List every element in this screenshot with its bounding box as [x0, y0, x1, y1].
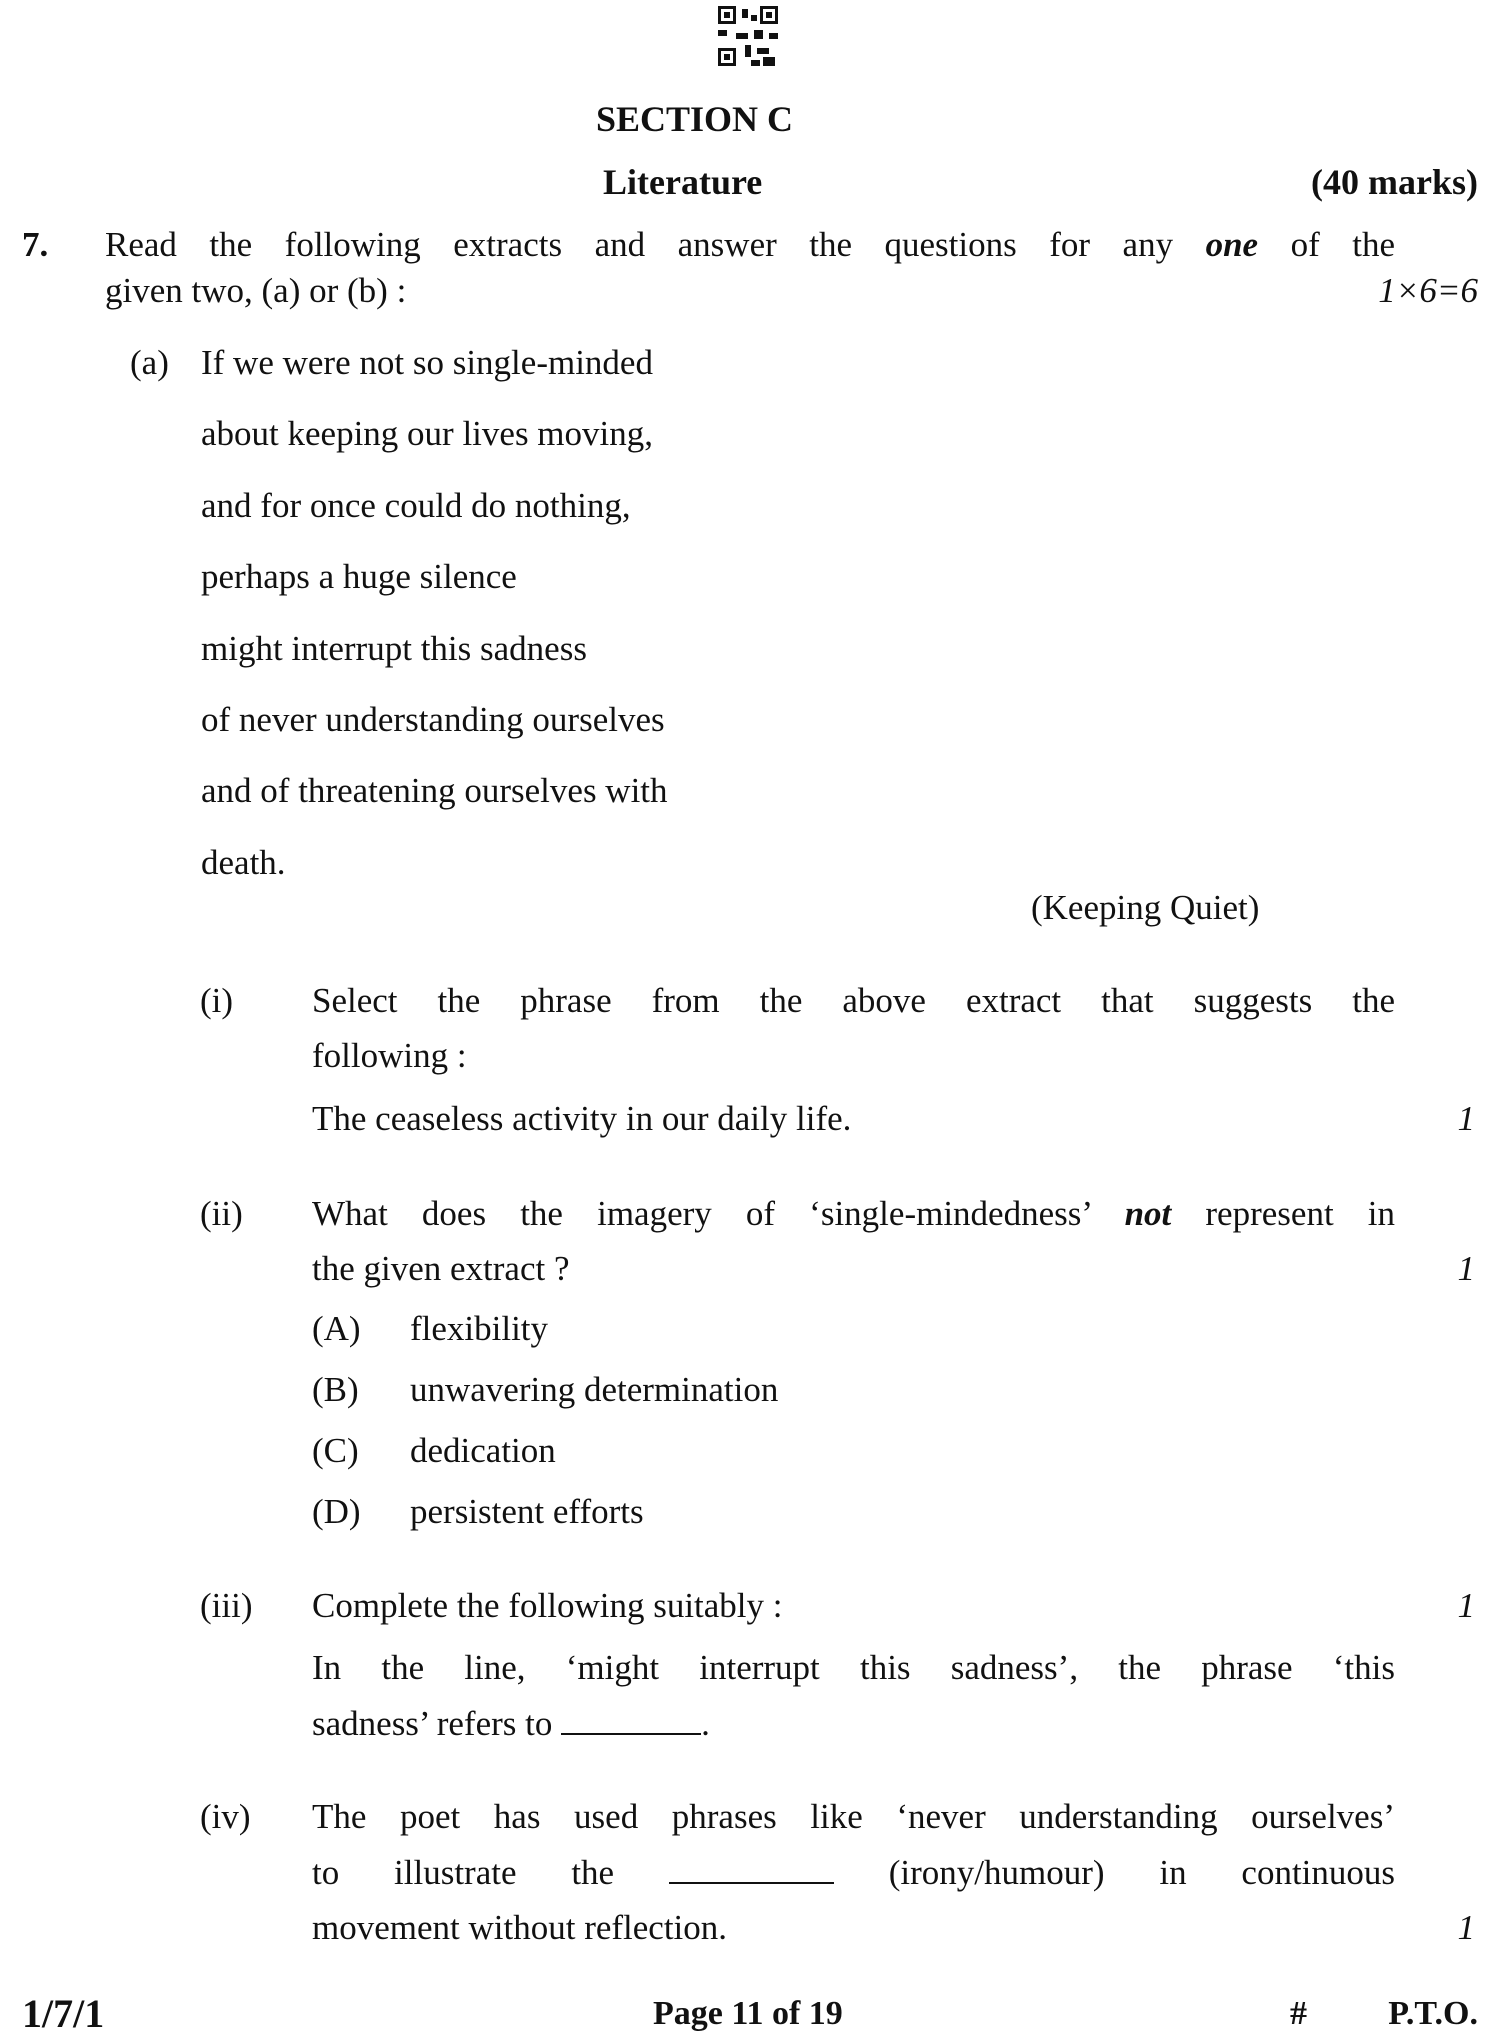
subquestion-text: Complete the following suitably : — [312, 1586, 783, 1625]
poem-line: and for once could do nothing, — [201, 486, 631, 525]
subquestion-text — [312, 1196, 1395, 1231]
emphasis: not — [1124, 1194, 1172, 1233]
text: represent in — [1205, 1194, 1396, 1233]
question-number: 7. — [22, 225, 49, 264]
subquestion-text — [312, 1855, 1395, 1890]
hash-mark: # — [1290, 1995, 1307, 2032]
subject-heading: Literature — [603, 162, 763, 202]
text: What does the imagery of ‘single-mindedness’ — [312, 1194, 1091, 1233]
subquestion-text: following : — [312, 1036, 467, 1075]
subquestion-number: (i) — [200, 981, 234, 1020]
section-marks: (40 marks) — [1311, 162, 1478, 202]
subquestion-text: The ceaseless activity in our daily life. — [312, 1099, 852, 1138]
option-label: (B) — [312, 1370, 359, 1409]
paper-code: 1/7/1 — [22, 1991, 105, 2036]
poem-line: perhaps a huge silence — [201, 557, 517, 596]
poem-line: death. — [201, 843, 286, 882]
page-number: Page 11 of 19 — [653, 1995, 843, 2032]
subquestion-text: Select the phrase from the above extract that suggests the — [312, 981, 1395, 1020]
subquestion-text: sadness’ refers to . — [312, 1704, 710, 1743]
question-instruction — [105, 227, 1395, 262]
option-text: dedication — [410, 1431, 556, 1470]
question-instruction-line2: given two, (a) or (b) : — [105, 271, 407, 310]
subquestion-number: (iii) — [200, 1586, 253, 1625]
subquestion-marks: 1 — [1457, 1908, 1475, 1947]
text: to illustrate the — [312, 1853, 615, 1892]
qr-code — [718, 6, 778, 66]
instruction-text: Read the following extracts and answer the questions for any — [105, 225, 1174, 264]
instruction-emphasis: one — [1205, 225, 1259, 264]
section-heading: SECTION C — [596, 99, 794, 139]
subquestion-marks: 1 — [1457, 1586, 1475, 1625]
poem-line: might interrupt this sadness — [201, 629, 587, 668]
poem-line: If we were not so single-minded — [201, 343, 653, 382]
extract-label: (a) — [130, 343, 169, 382]
poem-source: (Keeping Quiet) — [1031, 888, 1260, 927]
subquestion-text: In the line, ‘might interrupt this sadness’, the phrase ‘this — [312, 1648, 1395, 1687]
subquestion-number: (ii) — [200, 1194, 243, 1233]
instruction-text: of the — [1290, 225, 1395, 264]
option-text: flexibility — [410, 1309, 549, 1348]
answer-blank — [561, 1732, 701, 1735]
text: sadness’ refers to — [312, 1704, 553, 1743]
subquestion-marks: 1 — [1457, 1099, 1475, 1138]
subquestion-text: The poet has used phrases like ‘never understanding ourselves’ — [312, 1797, 1395, 1836]
poem-line: and of threatening ourselves with — [201, 771, 668, 810]
option-text: unwavering determination — [410, 1370, 779, 1409]
subquestion-text: movement without reflection. — [312, 1908, 728, 1947]
subquestion-number: (iv) — [200, 1797, 251, 1836]
poem-line: about keeping our lives moving, — [201, 414, 654, 453]
answer-blank — [669, 1881, 834, 1884]
text: (irony/humour) in continuous — [888, 1853, 1396, 1892]
subquestion-marks: 1 — [1457, 1249, 1475, 1288]
subquestion-text: the given extract ? — [312, 1249, 570, 1288]
option-label: (D) — [312, 1492, 361, 1531]
poem-line: of never understanding ourselves — [201, 700, 665, 739]
pto-label: P.T.O. — [1388, 1995, 1478, 2032]
option-label: (A) — [312, 1309, 361, 1348]
option-text: persistent efforts — [410, 1492, 644, 1531]
option-label: (C) — [312, 1431, 359, 1470]
question-marks: 1×6=6 — [1378, 271, 1478, 310]
